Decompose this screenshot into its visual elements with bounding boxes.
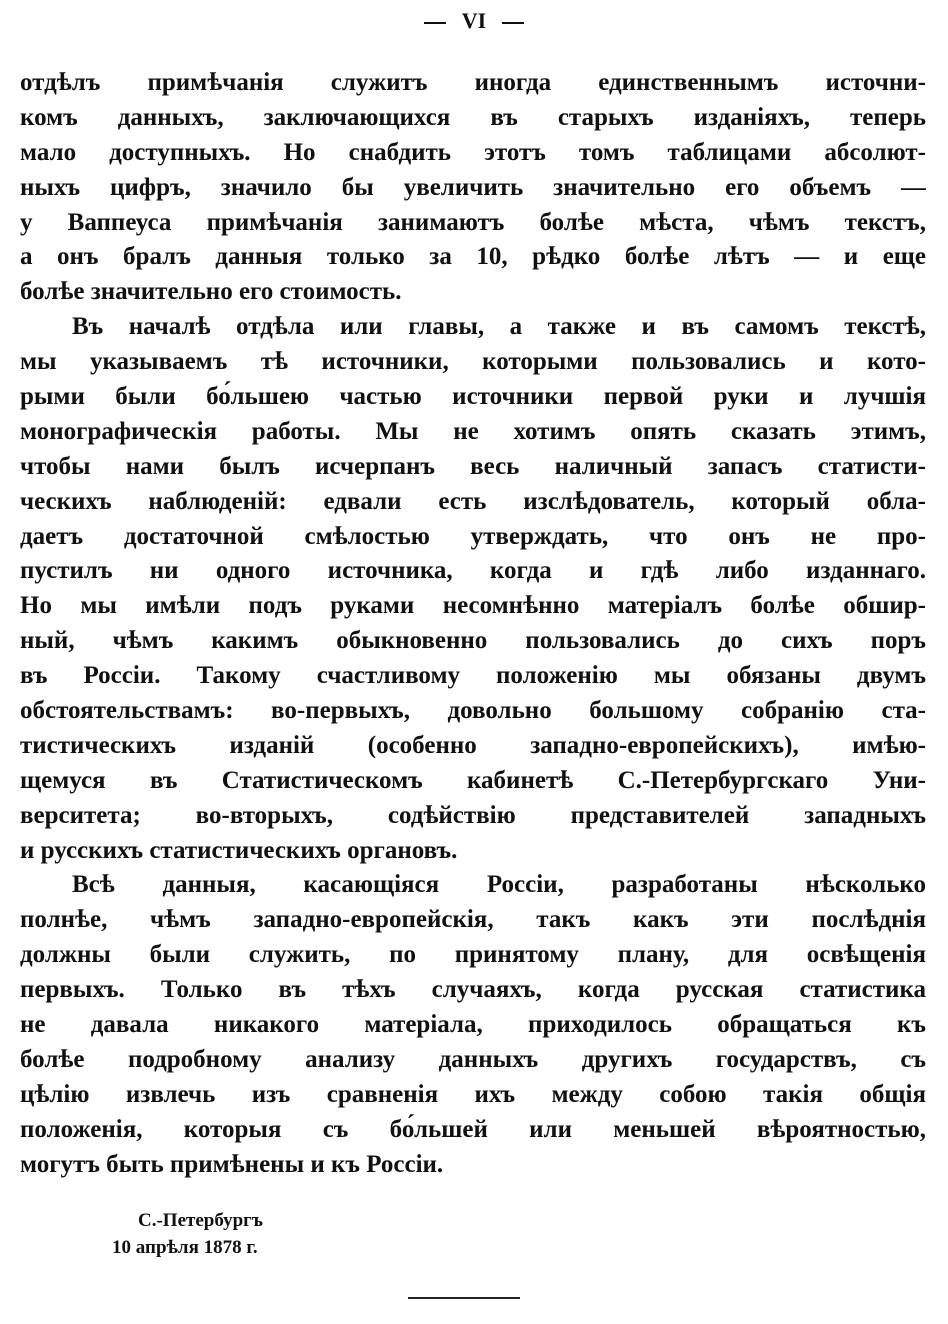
text-line: чтобы нами былъ исчерпанъ весь наличный запасъ статисти- <box>20 452 926 480</box>
text-line: болѣе значительно его стоимость. <box>20 278 402 306</box>
text-line: пустилъ ни одного источника, когда и гдѣ либо изданнаго. <box>20 557 926 585</box>
text-line: ческихъ наблюденій: едвали есть изслѣдователь, который обла- <box>20 487 926 515</box>
text-line: Всѣ данныя, касающіяся Россіи, разработаны нѣсколько <box>72 871 926 899</box>
text-line: цѣлію извлечь изъ сравненія ихъ между собою такія общія <box>20 1080 926 1108</box>
text-line: а онъ бралъ данныя только за 10, рѣдко болѣе лѣтъ — и еще <box>20 243 926 271</box>
paragraph-3 <box>20 868 926 1182</box>
paragraph-2 <box>20 310 926 868</box>
paragraph-1 <box>20 66 926 310</box>
text-line: Въ началѣ отдѣла или главы, а также и въ самомъ текстѣ, <box>72 313 926 341</box>
text-body <box>20 66 926 1183</box>
signature-place: С.-Петербургъ <box>138 1210 263 1231</box>
text-line: болѣе подробному анализу данныхъ другихъ государствъ, съ <box>20 1045 926 1073</box>
text-line: Но мы имѣли подъ руками несомнѣнно матеріалъ болѣе обшир- <box>20 592 926 620</box>
text-line: въ Россіи. Такому счастливому положенію мы обязаны двумъ <box>20 662 926 690</box>
text-line: мало доступныхъ. Но снабдить этотъ томъ таблицами абсолют- <box>20 138 926 166</box>
text-line: не давала никакого матеріала, приходилось обращаться къ <box>20 1011 926 1039</box>
header-dash-right <box>502 22 524 24</box>
text-line: мы указываемъ тѣ источники, которыми пользовались и кото- <box>20 348 926 376</box>
text-line: обстоятельствамъ: во-первыхъ, довольно большому собранію ста- <box>20 697 926 725</box>
signature-date: 10 апрѣля 1878 г. <box>112 1237 258 1258</box>
text-line: могутъ быть примѣнены и къ Россіи. <box>20 1150 444 1178</box>
signature-block <box>112 1207 263 1261</box>
text-line: положенія, которыя съ бо́льшей или меньшей вѣроятностью, <box>20 1115 926 1143</box>
text-line: монографическія работы. Мы не хотимъ опять сказать этимъ, <box>20 417 926 445</box>
text-line: комъ данныхъ, заключающихся въ старыхъ изданіяхъ, теперь <box>20 103 926 131</box>
text-line: и русскихъ статистическихъ органовъ. <box>20 836 458 864</box>
footer-rule <box>408 1297 520 1299</box>
text-line: отдѣлъ примѣчанія служитъ иногда единственнымъ источни- <box>20 69 926 96</box>
text-line: тистическихъ изданій (особенно западно-европейскихъ), имѣю- <box>20 731 926 759</box>
text-line: ныхъ цифръ, значило бы увеличить значительно его объемъ — <box>20 173 926 201</box>
text-line: должны были служить, по принятому плану, для освѣщенія <box>20 941 926 969</box>
text-line: даетъ достаточной смѣлостью утверждать, что онъ не про- <box>20 522 926 550</box>
header-dash-left <box>424 22 446 24</box>
page-number: VI <box>461 8 487 33</box>
page-header <box>0 6 948 36</box>
text-line: рыми были бо́льшею частью источники первой руки и лучшія <box>20 383 926 411</box>
text-line: верситета; во-вторыхъ, содѣйствію представителей западныхъ <box>20 801 926 829</box>
text-line: ный, чѣмъ какимъ обыкновенно пользовались до сихъ поръ <box>20 627 926 655</box>
text-line: первыхъ. Только въ тѣхъ случаяхъ, когда русская статистика <box>20 976 926 1004</box>
text-line: у Ваппеуса примѣчанія занимаютъ болѣе мѣста, чѣмъ текстъ, <box>20 208 926 236</box>
text-line: полнѣе, чѣмъ западно-европейскія, такъ какъ эти послѣднія <box>20 906 926 934</box>
text-line: щемуся въ Статистическомъ кабинетѣ С.-Петербургскаго Уни- <box>20 766 926 794</box>
